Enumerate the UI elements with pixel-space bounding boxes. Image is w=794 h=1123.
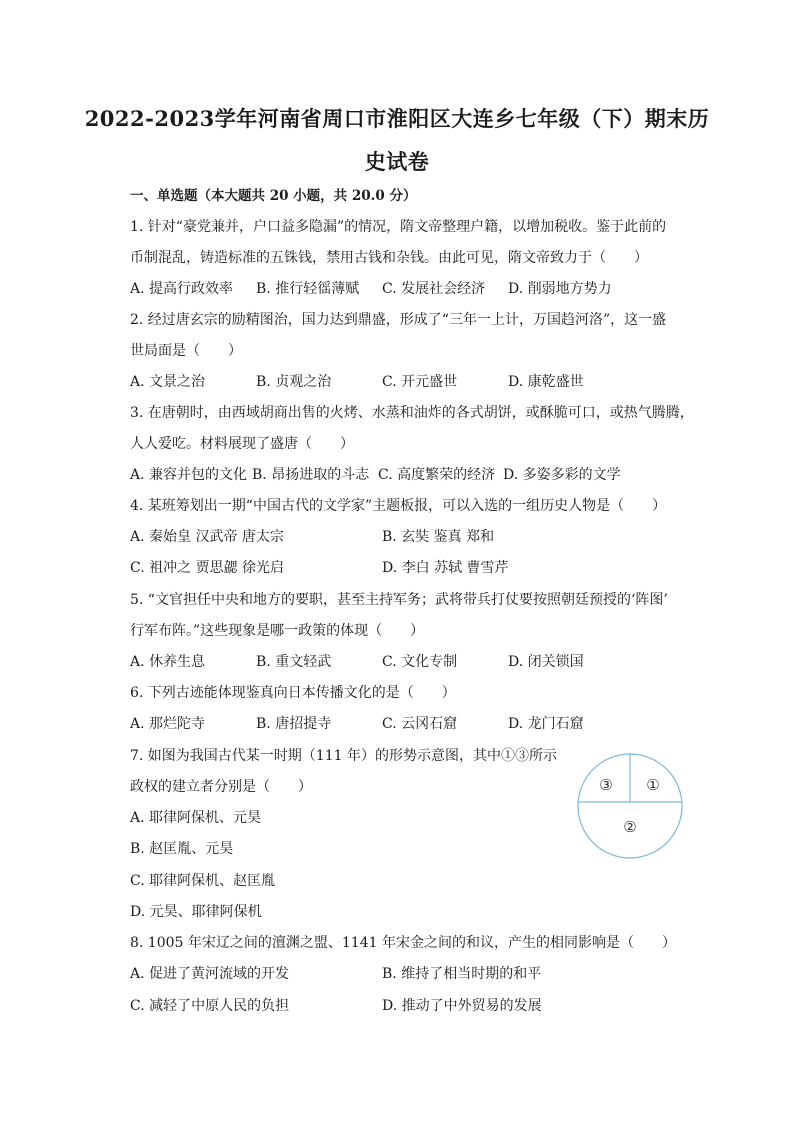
question-2-option-a[interactable]: A. 文景之治 [130, 374, 206, 390]
question-2-option-c[interactable]: C. 开元盛世 [382, 374, 458, 390]
question-4-option-c[interactable]: C. 祖冲之 贾思勰 徐光启 [130, 560, 285, 576]
question-3-option-b[interactable]: B. 昂扬进取的斗志 [252, 467, 370, 483]
question-5-text: 5. “文官担任中央和地方的要职，甚至主持军务；武将带兵打仗要按照朝廷预授的‘阵图’ [130, 592, 668, 608]
question-5-option-d[interactable]: D. 闭关锁国 [508, 654, 584, 670]
question-3-option-a[interactable]: A. 兼容并包的文化 [130, 467, 248, 483]
diagram-label-3: ③ [599, 776, 613, 794]
question-5-option-b[interactable]: B. 重文轻武 [256, 654, 332, 670]
question-7-option-c[interactable]: C. 耶律阿保机、赵匡胤 [130, 873, 276, 889]
question-4-option-a[interactable]: A. 秦始皇 汉武帝 唐太宗 [130, 529, 284, 545]
page-title-line1: 2022-2023学年河南省周口市淮阳区大连乡七年级（下）期末历 [84, 106, 710, 131]
question-3-text-cont: 人人爱吃。材料展现了盛唐（ ） [130, 436, 354, 452]
question-4-text: 4. 某班筹划出一期“中国古代的文学家”主题板报，可以入选的一组历史人物是（ ） [130, 498, 667, 514]
question-5-text-cont: 行军布阵。”这些现象是哪一政策的体现（ ） [130, 623, 425, 639]
question-1-option-d[interactable]: D. 削弱地方势力 [508, 281, 612, 297]
question-8-option-c[interactable]: C. 减轻了中原人民的负担 [130, 998, 290, 1014]
question-1-text: 1. 针对“豪党兼并，户口益多隐漏”的情况，隋文帝整理户籍，以增加税收。鉴于此前的 [130, 219, 667, 235]
question-3-text: 3. 在唐朝时，由西域胡商出售的火烤、水蒸和油炸的各式胡饼，或酥脆可口，或热气腾腾， [130, 405, 694, 421]
question-6-option-c[interactable]: C. 云冈石窟 [382, 716, 458, 732]
diagram-label-1: ① [646, 776, 660, 794]
question-7-option-a[interactable]: A. 耶律阿保机、元昊 [130, 810, 262, 826]
question-7-option-d[interactable]: D. 元昊、耶律阿保机 [130, 904, 262, 920]
question-3-option-c[interactable]: C. 高度繁荣的经济 [378, 467, 496, 483]
page-title-line2: 史试卷 [364, 149, 430, 174]
section-heading: 一、单选题（本大题共 20 小题，共 20.0 分） [130, 188, 417, 204]
question-6-option-a[interactable]: A. 那烂陀寺 [130, 716, 206, 732]
question-8-option-a[interactable]: A. 促进了黄河流域的开发 [130, 966, 290, 982]
question-2-option-d[interactable]: D. 康乾盛世 [508, 374, 584, 390]
question-7-option-b[interactable]: B. 赵匡胤、元昊 [130, 841, 234, 857]
question-6-option-d[interactable]: D. 龙门石窟 [508, 716, 584, 732]
question-5-option-c[interactable]: C. 文化专制 [382, 654, 458, 670]
question-8-text: 8. 1005 年宋辽之间的澶渊之盟、1141 年宋金之间的和议，产生的相同影响是（ ） [130, 935, 676, 951]
question-4-option-b[interactable]: B. 玄奘 鉴真 郑和 [382, 529, 495, 545]
question-8-option-d[interactable]: D. 推动了中外贸易的发展 [382, 998, 542, 1014]
question-7-text: 7. 如图为我国古代某一时期（111 年）的形势示意图，其中①③所示 [130, 748, 557, 764]
territory-diagram [576, 752, 684, 860]
question-1-option-b[interactable]: B. 推行轻徭薄赋 [256, 281, 360, 297]
question-7-text-cont: 政权的建立者分别是（ ） [130, 779, 312, 795]
question-2-text-cont: 世局面是（ ） [130, 343, 242, 359]
question-2-text: 2. 经过唐玄宗的励精图治，国力达到鼎盛，形成了“三年一上计，万国趋河洛”，这一盛 [130, 312, 667, 328]
question-6-option-b[interactable]: B. 唐招提寺 [256, 716, 332, 732]
question-2-option-b[interactable]: B. 贞观之治 [256, 374, 332, 390]
question-3-option-d[interactable]: D. 多姿多彩的文学 [503, 467, 621, 483]
diagram-label-2: ② [623, 818, 637, 836]
question-4-option-d[interactable]: D. 李白 苏轼 曹雪芹 [382, 560, 509, 576]
question-8-option-b[interactable]: B. 维持了相当时期的和平 [382, 966, 542, 982]
question-6-text: 6. 下列古迹能体现鉴真向日本传播文化的是（ ） [130, 685, 456, 701]
question-5-option-a[interactable]: A. 休养生息 [130, 654, 206, 670]
question-1-text-cont: 币制混乱，铸造标准的五铢钱，禁用古钱和杂钱。由此可见，隋文帝致力于（ ） [130, 250, 648, 266]
question-1-option-a[interactable]: A. 提高行政效率 [130, 281, 234, 297]
question-1-option-c[interactable]: C. 发展社会经济 [382, 281, 486, 297]
